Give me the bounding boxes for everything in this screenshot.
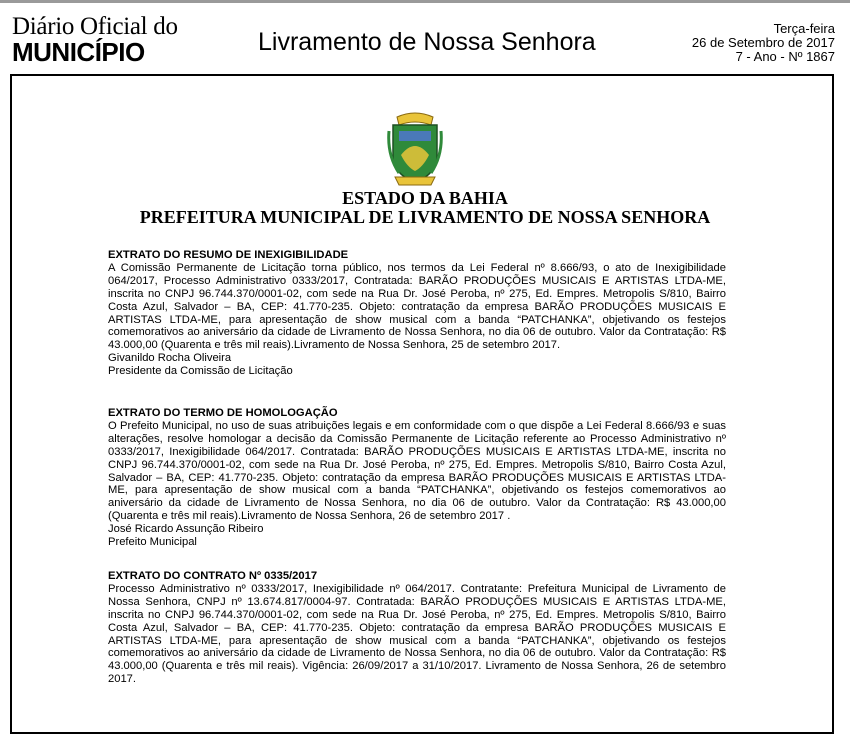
- edition-number: 7 - Ano - Nº 1867: [735, 49, 835, 64]
- top-rule: [0, 0, 850, 3]
- issue-date: 26 de Setembro de 2017: [691, 35, 835, 50]
- section-body: Processo Administrativo nº 0333/2017, Inexigibilidade nº 064/2017. Contratante: Prefeitura Municipal de Livramento de Nossa Senhora, CNPJ nº 13.674.817/0004-97. Contratada: BARÃO PRODUÇÕES MUSICAIS E ARTISTAS LTDA-ME, inscrita no CNPJ 96.744.370/0001-02, com sede na Rua Dr. José Peroba, nº 275, Ed. Empres. Metropolis S/810, Bairro Costa Azul, Salvador – BA, CEP: 41.770-235. Objeto: contratação da empresa BARÃO PRODUÇÕES MUSICAIS E ARTISTAS LTDA-ME, para apresentação de show musical com a banda “PATCHANKA”, objetivando os festejos comemorativos ao aniversário da cidade de Livramento de Nossa Senhora, no dia 06 de outubro. Valor da Contratação: R$ 43.000,00 (Quarenta e três mil reais). Vigência: 26/09/2017 a 31/10/2017. Livramento de Nossa Senhora, 26 de setembro 2017.: [108, 582, 726, 686]
- state-title: ESTADO DA BAHIA: [342, 188, 508, 208]
- section-contrato: [108, 570, 726, 686]
- masthead-logo: [12, 13, 178, 67]
- section-body: O Prefeito Municipal, no uso de suas atribuições legais e em conformidade com o que dispõe a Lei Federal 8.666/93 e suas alterações, resolve homologar a decisão da Comissão Permanente de Licitação referente ao Processo Administrativo nº 0333/2017, Inexigibilidade 064/2017. Contratada: BARÃO PRODUÇÕES MUSICAIS E ARTISTAS LTDA-ME, inscrita no CNPJ 96.744.370/0001-02, com sede na Rua Dr. José Peroba, nº 275, Ed. Empres. Metropolis S/810, Bairro Costa Azul, Salvador – BA, CEP: 41.770-235. Objeto: contratação da empresa BARÃO PRODUÇÕES MUSICAIS E ARTISTAS LTDA-ME, para apresentação de show musical com a banda “PATCHANKA”, objetivando os festejos comemorativos ao aniversário da cidade de Livramento de Nossa Senhora, no dia 06 de outubro. Valor da Contratação: R$ 43.000,00 (Quarenta e três mil reais).Livramento de Nossa Senhora, 26 de setembro 2017 .: [108, 419, 726, 523]
- section-homologacao: [108, 407, 726, 549]
- weekday: Terça-feira: [773, 21, 835, 36]
- section-body: A Comissão Permanente de Licitação torna público, nos termos da Lei Federal nº 8.666/93, o ato de Inexigibilidade 064/2017, Processo Administrativo 0333/2017, Contratada: BARÃO PRODUÇÕES MUSICAIS E ARTISTAS LTDA-ME, inscrita no CNPJ 96.744.370/0001-02, com sede na Rua Dr. José Peroba, nº 275, Ed. Empres. Metropolis S/810, Bairro Costa Azul, Salvador – BA, CEP: 41.770-235. Objeto: contratação da empresa BARÃO PRODUÇÕES MUSICAIS E ARTISTAS LTDA-ME, para apresentação de show musical com a banda “PATCHANKA”, objetivando os festejos comemorativos ao aniversário da cidade de Livramento de Nossa Senhora, no dia 06 de outubro. Valor da Contratação: R$ 43.000,00 (Quarenta e três mil reais).Livramento de Nossa Senhora, 25 de setembro 2017.: [108, 261, 726, 352]
- masthead-line2: MUNICÍPIO: [12, 37, 145, 67]
- signer-name: Givanildo Rocha Oliveira: [108, 352, 232, 365]
- prefecture-title: PREFEITURA MUNICIPAL DE LIVRAMENTO DE NOSSA SENHORA: [139, 207, 711, 227]
- section-heading: EXTRATO DO TERMO DE HOMOLOGAÇÃO: [108, 407, 338, 419]
- section-inexigibilidade: [108, 249, 726, 378]
- date-block: [692, 22, 835, 64]
- coat-of-arms-icon: [387, 111, 443, 187]
- section-heading: EXTRATO DO RESUMO DE INEXIGIBILIDADE: [108, 249, 349, 261]
- signer-role: Prefeito Municipal: [108, 536, 197, 549]
- masthead-line1: Diário Oficial do: [12, 13, 178, 40]
- signer-role: Presidente da Comissão de Licitação: [108, 365, 293, 378]
- section-heading: EXTRATO DO CONTRATO Nº 0335/2017: [108, 570, 318, 582]
- city-title: Livramento de Nossa Senhora: [258, 28, 596, 56]
- signer-name: José Ricardo Assunção Ribeiro: [108, 523, 264, 536]
